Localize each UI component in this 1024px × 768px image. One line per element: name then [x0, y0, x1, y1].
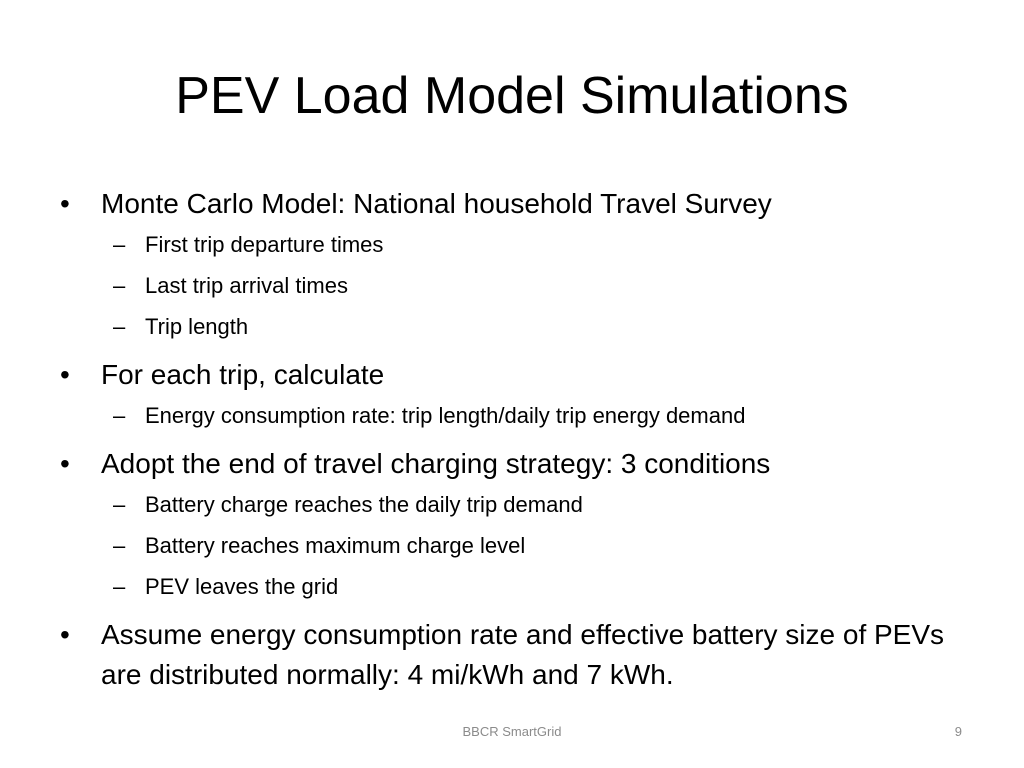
bullet-item — [60, 355, 970, 395]
bullet-icon: • — [60, 619, 70, 650]
bullet-item — [60, 615, 970, 695]
dash-icon: – — [113, 273, 126, 298]
dash-icon: – — [113, 492, 126, 517]
bullet-text: Monte Carlo Model: National household Travel Survey — [101, 188, 772, 219]
bullet-item — [60, 444, 970, 484]
sub-bullet-item — [60, 531, 970, 561]
bullet-icon: • — [60, 188, 70, 219]
bullet-icon: • — [60, 359, 70, 390]
bullet-text: Adopt the end of travel charging strategy: 3 conditions — [101, 448, 771, 479]
page-number: 9 — [954, 724, 962, 739]
sub-bullet-item — [60, 230, 970, 260]
bullet-icon: • — [60, 448, 70, 479]
bullet-list — [60, 184, 970, 695]
sub-bullet-item — [60, 572, 970, 602]
sub-bullet-text: Last trip arrival times — [145, 273, 348, 298]
bullet-text: Assume energy consumption rate and effective battery size of PEVs are distributed normally: 4 mi/kWh and 7 kWh. — [101, 619, 945, 690]
sub-bullet-text: PEV leaves the grid — [145, 574, 339, 599]
sub-bullet-item — [60, 401, 970, 431]
sub-bullet-item — [60, 490, 970, 520]
dash-icon: – — [113, 232, 126, 257]
slide-title: PEV Load Model Simulations — [175, 67, 849, 125]
sub-bullet-item — [60, 312, 970, 342]
sub-bullet-text: Battery charge reaches the daily trip demand — [145, 492, 583, 517]
dash-icon: – — [113, 533, 126, 558]
sub-bullet-text: First trip departure times — [145, 232, 384, 257]
bullet-item — [60, 184, 970, 224]
dash-icon: – — [113, 314, 126, 339]
dash-icon: – — [113, 574, 126, 599]
sub-bullet-item — [60, 271, 970, 301]
dash-icon: – — [113, 403, 126, 428]
sub-bullet-text: Battery reaches maximum charge level — [145, 533, 526, 558]
sub-bullet-text: Trip length — [145, 314, 249, 339]
footer-text: BBCR SmartGrid — [462, 724, 562, 739]
sub-bullet-text: Energy consumption rate: trip length/daily trip energy demand — [145, 403, 746, 428]
bullet-text: For each trip, calculate — [101, 359, 385, 390]
